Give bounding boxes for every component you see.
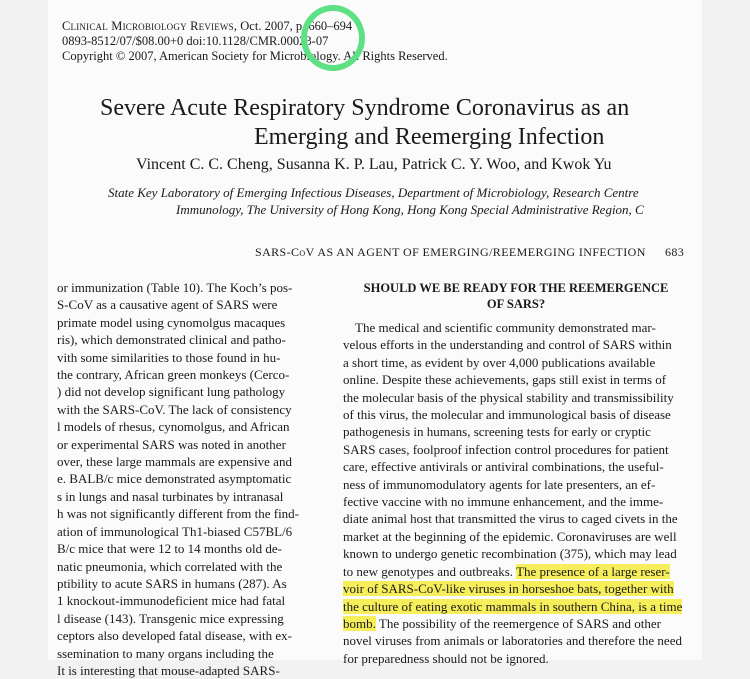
text-line: novel viruses from animals or laboratories and therefore the need [343,633,682,649]
text-line: a short time, as evident by over 4,000 publications available [343,354,656,370]
text-line: l disease (143). Transgenic mice expressing [57,610,284,626]
text-line: velous efforts in the understanding and control of SARS within [343,337,672,353]
journal-page [48,0,702,678]
text-line: online. Despite these achievements, gaps still exist in terms of [343,372,667,388]
text-line: with the SARS-CoV. The lack of consistency [57,401,292,417]
author-list: Vincent C. C. Cheng, Susanna K. P. Lau, Patrick C. Y. Woo, and Kwok Yu [136,156,612,173]
text-line: known to undergo genetic recombination (375), which may lead [343,546,677,562]
doi-line: 0893-8512/07/$08.00+0 doi:10.1128/CMR.00023-07 [62,34,329,48]
running-head-prefix: SARS-CoV [255,245,315,259]
highlighted-text: the culture of eating exotic mammals in southern China, is a time [343,598,683,614]
text-line: The medical and scientific community demonstrated mar- [355,320,656,335]
text-line: ation of immunological Th1-biased C57BL/6 [57,523,293,539]
publication-date: Oct. 2007, p. [240,19,306,33]
text-line: market at the beginning of the epidemic. Coronaviruses are well [343,528,677,544]
text-line: 1 knockout-immunodeficient mice had fatal [57,593,286,609]
plain-text: to new genotypes and outbreaks. [343,563,517,579]
highlighted-text: voir of SARS-CoV-like viruses in horseshoe bats, together with [343,581,674,597]
text-line [343,598,683,615]
text-line: primate model using cynomolgus macaques [57,314,286,330]
text-line: ) did not develop significant lung pathology [57,384,286,400]
article-title-line-1: Severe Acute Respiratory Syndrome Coronavirus as an [100,95,630,121]
text-line [343,580,683,597]
page-range: 660–694 [308,19,353,33]
text-line: ness of immunomodulatory agents for late presenters, an ef- [343,476,656,492]
text-line: diate animal host that transmitted the virus to caged civets in the [343,511,678,527]
text-line: care, effective antivirals or antiviral combinations, the useful- [343,459,664,475]
right-column-text [343,319,683,667]
text-line: B/c mice that were 12 to 14 months old de- [57,541,282,557]
text-line: ptibility to acute SARS in humans (287). As [57,575,287,591]
left-column-text [57,279,357,679]
journal-name: Clinical Microbiology Reviews, [62,19,238,33]
plain-text: The possibility of the reemergence of SARS and other [375,615,661,631]
text-line: of this virus, the molecular and immunological basis of disease [343,407,671,423]
text-line: s in lungs and nasal turbinates by intranasal [57,488,284,504]
highlighted-text: bomb. [343,615,376,631]
text-line: over, these large mammals are expensive and [57,454,292,470]
text-line: It is interesting that mouse-adapted SARS- [57,662,280,678]
section-heading [343,280,689,312]
section-heading-line-1: SHOULD WE BE READY FOR THE REEMERGENCE [363,281,669,295]
running-head-text: AS AN AGENT OF EMERGING/REEMERGING INFECTION [314,245,646,259]
page-number: 683 [665,245,685,259]
text-line: vith some similarities to those found in hu- [57,349,281,365]
annotation-circle [301,5,365,71]
text-line: ceptors also developed fatal disease, with ex- [57,628,292,644]
text-line: fective vaccine with no immune enhancement, and the imme- [343,494,664,510]
text-line: h was not significantly different from the find- [57,506,300,522]
section-heading-line-2: OF SARS? [486,297,546,311]
text-line: S-CoV as a causative agent of SARS were [57,297,278,313]
text-line: or immunization (Table 10). The Koch’s pos- [57,280,293,295]
text-line: pathogenesis in humans, screening tests for early or cryptic [343,424,651,440]
text-line: ssemination to many organs including the [57,645,274,661]
text-line: for preparedness should not be ignored. [343,650,549,666]
text-line: natic pneumonia, which correlated with the [57,558,283,574]
affiliation-line-1: State Key Laboratory of Emerging Infectious Diseases, Department of Microbiology, Research Centre [108,185,639,200]
text-line [343,563,683,580]
article-title-line-2: Emerging and Reemerging Infection [254,124,605,150]
text-line: SARS cases, foolproof infection control procedures for patient [343,441,669,457]
text-line [343,615,683,632]
text-line: or experimental SARS was noted in another [57,436,286,452]
text-line: e. BALB/c mice demonstrated asymptomatic [57,471,292,487]
affiliation-line-2: Immunology, The University of Hong Kong, Hong Kong Special Administrative Region, C [176,202,644,217]
text-line: the molecular basis of the physical stability and transmissibility [343,389,674,405]
highlighted-text: The presence of a large reser- [516,563,670,579]
text-line: l models of rhesus, cynomolgus, and African [57,419,290,435]
copyright-line: Copyright © 2007, American Society for Microbiology. All Rights Reserved. [62,49,448,63]
text-line: ris), which demonstrated clinical and patho- [57,332,286,348]
running-head [255,245,646,260]
text-line: the contrary, African green monkeys (Cerco- [57,367,290,383]
